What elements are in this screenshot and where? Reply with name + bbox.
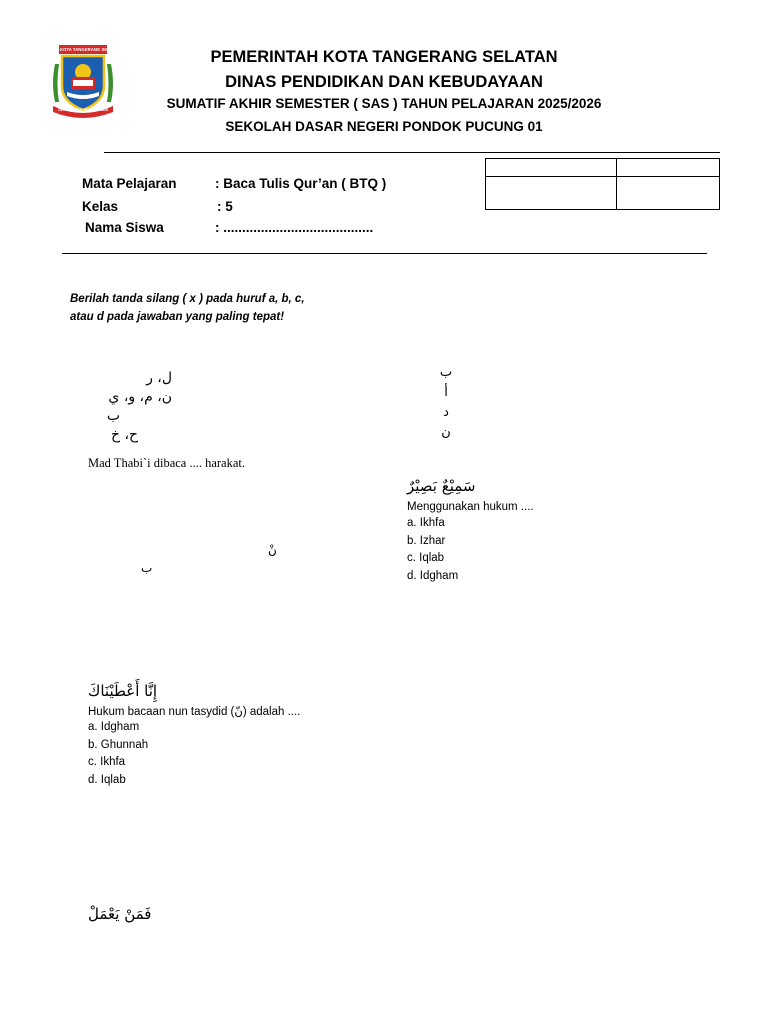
arabic-letters-row: ح، خ: [110, 427, 138, 443]
header-line-4: SEKOLAH DASAR NEGERI PONDOK PUCUNG 01: [225, 119, 543, 134]
instructions: [70, 291, 305, 327]
question-arabic-phrase: سَمِيْعٌ بَصِيْرٌ: [407, 477, 476, 495]
arabic-letters-row: ب: [106, 408, 120, 424]
question-text: Menggunakan hukum ....: [407, 501, 534, 513]
arabic-letters-row: ل، ر: [146, 370, 172, 386]
subject-value: : Baca Tulis Qur’an ( BTQ ): [215, 176, 387, 191]
score-box-cell: [486, 159, 617, 177]
arabic-letter: أ: [444, 385, 448, 400]
question-arabic-phrase: إِنَّا أَعْطَيْنَاكَ: [88, 682, 158, 700]
emblem-bottom-text: CERDAS MODERN RELIGIUS: [57, 108, 109, 112]
question-arabic-phrase: فَمَنْ يَعْمَلْ: [88, 905, 152, 923]
arabic-letters-row: ن، م، و، ي: [108, 389, 172, 405]
answer-option: a. Idgham: [88, 721, 140, 733]
class-value: : 5: [217, 199, 233, 214]
arabic-letter-list-right: [436, 363, 456, 443]
header-line-3: SUMATIF AKHIR SEMESTER ( SAS ) TAHUN PELAJARAN 2025/2026: [166, 96, 602, 111]
arabic-letter: ب: [439, 365, 453, 380]
arabic-letter: ن: [441, 425, 451, 440]
answer-option: d. Iqlab: [88, 773, 126, 786]
arabic-letter-list-left: [90, 369, 180, 445]
header-divider: [104, 152, 720, 153]
question-mad-thabii: Mad Thabi`i dibaca .... harakat.: [88, 456, 246, 470]
answer-option: c. Ikhfa: [88, 756, 126, 768]
answer-option: a. Ikhfa: [407, 517, 445, 529]
emblem-top-text: KOTA TANGERANG SELATAN: [60, 47, 122, 52]
answer-option: d. Idgham: [407, 569, 459, 582]
stray-arabic-nun: نْ: [268, 543, 277, 557]
stray-arabic-ba: ب: [141, 561, 153, 575]
score-box-cell: [486, 177, 617, 210]
header-line-2: DINAS PENDIDIKAN DAN KEBUDAYAAN: [225, 73, 543, 91]
instructions-line-1: Berilah tanda silang ( x ) pada huruf a, b, c,: [70, 293, 305, 305]
answer-options: [88, 719, 148, 789]
subject-label: Mata Pelajaran: [82, 176, 177, 191]
instructions-line-2: atau d pada jawaban yang paling tepat!: [70, 310, 285, 323]
answer-options: [407, 515, 458, 585]
info-divider: [62, 253, 707, 254]
score-box: [485, 158, 720, 210]
score-box-cell: [617, 159, 720, 177]
class-label: Kelas: [82, 199, 119, 214]
answer-option: c. Iqlab: [407, 552, 445, 564]
header-line-1: PEMERINTAH KOTA TANGERANG SELATAN: [210, 48, 558, 66]
arabic-letter: د: [443, 405, 449, 420]
question-text: Hukum bacaan nun tasydid (نّ) adalah ....: [88, 706, 301, 718]
score-box-cell: [617, 177, 720, 210]
answer-option: b. Ghunnah: [88, 738, 149, 751]
student-name-label: Nama Siswa: [85, 220, 164, 235]
student-name-field: : ........................................: [215, 220, 374, 235]
answer-option: b. Izhar: [407, 534, 446, 547]
